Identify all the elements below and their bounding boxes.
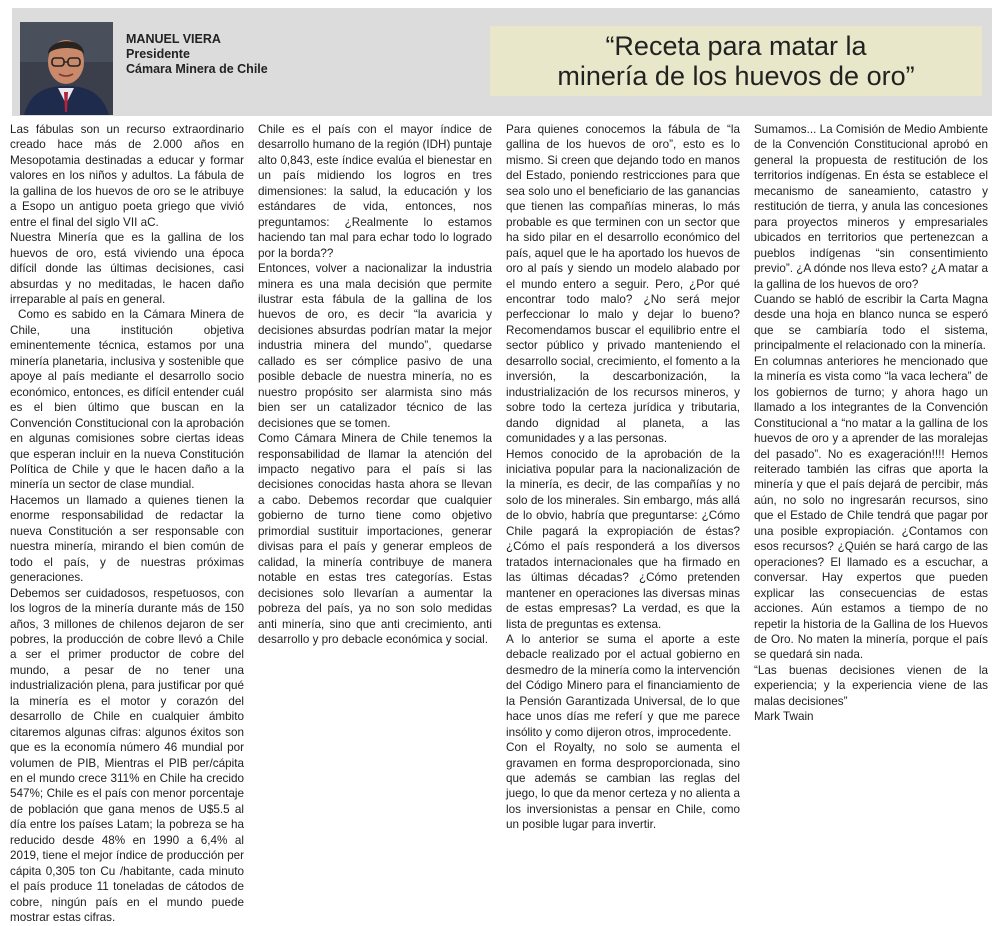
- headline: [536, 31, 936, 91]
- paragraph: Entonces, volver a nacionalizar la industria minera es una mala decisión que permite ilustrar esta fábula de la gallina de los huevos de oro, es decir “la avaricia y decisiones absurdas podrían matar la mejor industria minera del mundo”, quedarse callado es ser cómplice pasivo de una posible debacle de nuestra minería, no es nuestro propósito ser alarmista sino más bien ser un catalizador técnico de las decisiones que se tomen.: [258, 262, 492, 430]
- closing-quote: “Las buenas decisiones vienen de la experiencia; y la experiencia viene de las malas decisiones”: [754, 663, 988, 708]
- paragraph: Hacemos un llamado a quienes tienen la enorme responsabilidad de redactar la nueva Constitución a ser responsable con nuestra minería, mirando el bien común de todo el país, y de nuestras próximas generaciones.: [10, 493, 244, 585]
- author-byline: [126, 32, 268, 77]
- paragraph: Con el Royalty, no solo se aumenta el gravamen en forma desproporcionada, sino que además se cambian las reglas del juego, lo que da menor certeza y no alienta a los inversionistas a pensar en Chile, como un posible lugar para invertir.: [506, 741, 740, 832]
- paragraph: Como Cámara Minera de Chile tenemos la responsabilidad de llamar la atención del impacto negativo para el país si las decisiones conocidas hasta ahora se llevan a cabo. Debemos recordar que cualquier gobierno de turno tiene como objetivo primordial sustituir importaciones, generar divisas para el país y generar empleos de calidad, la minería contribuye de manera notable en estas tres categorías. Estas decisiones solo llevarían a aumentar la pobreza del país, ya no son solo medidas anti minería, sino que anti crecimiento, anti desarrollo y pro debacle económica y social.: [258, 432, 492, 646]
- author-name: MANUEL VIERA: [126, 32, 221, 46]
- quote-author: Mark Twain: [754, 710, 814, 724]
- paragraph: Las fábulas son un recurso extraordinario creado hace más de 2.000 años en Mesopotamia destinadas a educar y formar valores en los niños y adultos. La fábula de la gallina de los huevos de oro se le atribuye a Esopo un antiguo poeta griego que vivió entre el final del siglo VII aC.: [10, 123, 244, 229]
- paragraph: Debemos ser cuidadosos, respetuosos, con los logros de la minería durante más de 150 años, 3 millones de chilenos dejaron de ser pobres, la producción de cobre llevó a Chile a ser el primer productor de cobre del mundo, a pesar de no tener una industrialización plena, para justificar por qué la minería es el motor y corazón del desarrollo de Chile en cualquier ámbito citaremos algunas cifras: algunos éxitos son que es la economía número 46 mundial por volumen de PIB, Mientras el PIB per/cápita en el mundo crece 311% en Chile ha crecido 547%; Chile es el país con menor porcentaje de población que gana menos de U$5.5 al día entre los países Latam; la pobreza se ha reducido desde 48% en 1990 a 6,4% al 2019, tiene el mejor índice de producción per cápita 0,305 ton Cu /habitante, cada minuto el país produce 11 toneladas de cátodos de cobre, ningún país en el mundo puede mostrar estas cifras.: [10, 586, 244, 925]
- paragraph: Como es sabido en la Cámara Minera de Chile, una institución objetiva eminentemente técnica, estamos por una minería planetaria, inclusiva y sostenible que apoye al país mediante el desarrollo socio económico, entonces, es difícil entender cuál es el bien último que buscan en la Convención Constitucional con la aprobación en algunas comisiones sobre ciertas ideas que esperan incluir en la nueva Constitución Política de Chile y que le hacen daño a la minería un sector de clase mundial.: [10, 308, 244, 492]
- paragraph: Para quienes conocemos la fábula de “la gallina de los huevos de oro”, esto es lo mismo. Si creen que dejando todo en manos del Estado, poniendo restricciones para que sea solo uno el beneficiario de las ganancias que tienen las compañías mineras, lo más probable es que terminen con un sector que ha sido pilar en el desarrollo económico del país, aquel que le ha aportado los huevos de oro al país y siendo un modelo alabado por el mundo entero a seguir. Pero, ¿Por qué encontrar todo malo? ¿No será mejor perfeccionar lo malo y dejar lo bueno? Recomendamos buscar el equilibrio entre el sector público y privado manteniendo el desarrollo social, crecimiento, el fomento a la inversión, la descarbonización, la industrialización de los recursos mineros, y sobre todo la certeza jurídica y tributaria, dando dignidad al planeta, a las comunidades y a las personas.: [506, 123, 740, 446]
- author-role: Presidente: [126, 47, 190, 61]
- paragraph: Nuestra Minería que es la gallina de los huevos de oro, está viviendo una época difícil donde las últimas decisiones, casi absurdas y no meditadas, le hacen daño irreparable al país en general.: [10, 231, 244, 306]
- author-org: Cámara Minera de Chile: [126, 62, 268, 76]
- article-column-4: [754, 122, 988, 864]
- paragraph: Chile es el país con el mayor índice de desarrollo humano de la región (IDH) puntaje alto 0,843, este índice evalúa el bienestar en un país midiendo los logros en tres dimensiones: la salud, la educación y los estándares de vida, entonces, nos preguntamos: ¿Realmente lo estamos haciendo tan mal para echar todo lo logrado por la borda??: [258, 123, 492, 260]
- article-column-2: [258, 122, 492, 864]
- author-portrait-icon: [20, 22, 113, 115]
- article-columns: [10, 122, 990, 925]
- paragraph: Sumamos... La Comisión de Medio Ambiente de la Convención Constitucional aprobó en general la propuesta de restitución de los territorios indígenas. En ésta se establece el mecanismo de saneamiento, catastro y restitución de tierra, y anula las concesiones para proyectos mineros y empresariales ubicados en territorios que pertenezcan a pueblos indígenas “sin consentimiento previo”. ¿A dónde nos lleva esto? ¿A matar a la gallina de los huevos de oro?: [754, 123, 988, 291]
- paragraph: Cuando se habló de escribir la Carta Magna desde una hoja en blanco nunca se esperó que se cambiaría todo el sistema, principalmente el relacionado con la minería.: [754, 292, 988, 353]
- headline-box: [490, 26, 982, 96]
- paragraph: A lo anterior se suma el aporte a este debacle realizado por el actual gobierno en desmedro de la minería como la intervención del Código Minero para el financiamiento de la Pensión Garantizada Universal, de lo que hace unos días me referí y que me parece insólito y como dijeron otros, improcedente.: [506, 632, 740, 739]
- paragraph: En columnas anteriores he mencionado que la minería es vista como “la vaca lechera” de los gobiernos de turno; y ahora hago un llamado a los integrantes de la Convención Constitucional a “no matar a la gallina de los huevos de oro y a aprender de las moralejas del pasado”. No es exageración!!!! Hemos reiterado también las cifras que aporta la minería y que el país dejará de percibir, más aún, no solo no ingresarán recursos, sino que el Estado de Chile tendrá que pagar por una posible expropiación. ¿Contamos con esos recursos? ¿Quién se hará cargo de las operaciones? El llamado es a escuchar, a conversar. Hay expertos que pueden explicar las consecuencias de estas acciones. Aún estamos a tiempo de no repetir la historia de la Gallina de los Huevos de Oro. No maten la minería, porque el país se quedará sin nada.: [754, 354, 988, 662]
- author-portrait-svg: [20, 22, 113, 115]
- article-column-1: [10, 122, 244, 925]
- article-column-3: [506, 122, 740, 864]
- headline-line-2: minería de los huevos de oro”: [557, 61, 915, 91]
- paragraph: Hemos conocido de la aprobación de la iniciativa popular para la nacionalización de la minería, es decir, de las compañías y no solo de los minerales. Sin embargo, más allá de lo obvio, habría que preguntarse: ¿Cómo Chile pagará la expropiación de éstas? ¿Cómo el país responderá a los diversos tratados internacionales que ha firmado en las últimas décadas? ¿Cómo pretenden mantener en operaciones las diversas minas de estas empresas? La verdad, es que la lista de preguntas es extensa.: [506, 447, 740, 631]
- headline-line-1: “Receta para matar la: [605, 31, 867, 61]
